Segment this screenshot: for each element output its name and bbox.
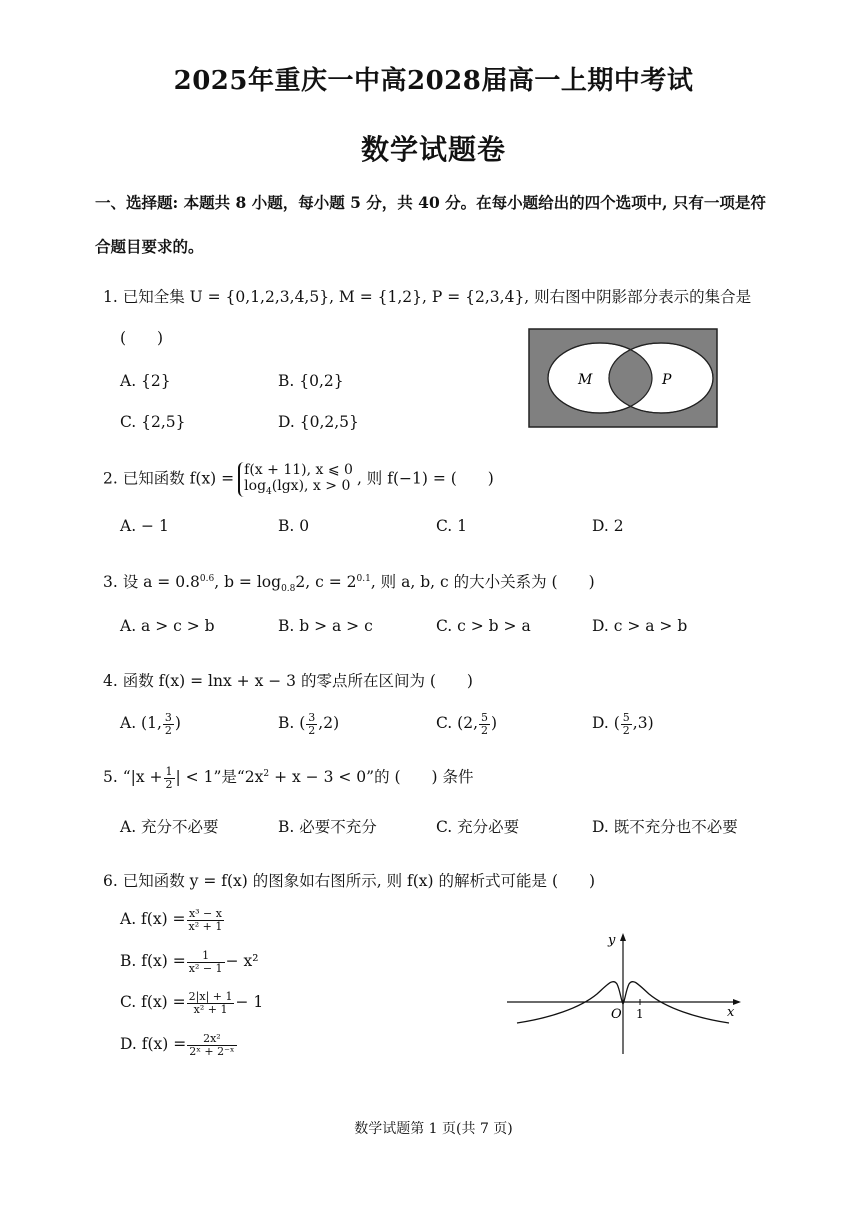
q6-option-c: C. f(x) = $\frac{2|x| + 1}{\text{x² + 1}}$ − 1 <box>120 990 264 1016</box>
q5-option-d: D. 既不充分也不必要 <box>592 818 738 836</box>
venn-label-p: P <box>662 372 672 388</box>
q4-option-b: B. ( $\frac{3}{2}$ ,2) <box>278 711 340 737</box>
q2-option-c: C. 1 <box>436 517 468 535</box>
q1-option-c: C. {2,5} <box>120 413 186 431</box>
exam-subtitle: 数学试题卷 <box>360 133 506 166</box>
q2-option-a: A. − 1 <box>120 517 169 535</box>
q3-option-b: B. b > a > c <box>278 617 373 635</box>
q2-option-b: B. 0 <box>278 517 310 535</box>
q6-option-a: A. f(x) = $\frac{\text{x³ − x}}{\text{x² + 1}}$ <box>120 907 223 933</box>
q5-stem: 5. “|x + $\frac{1}{2}$ | < 1”是“$2x^2 + x - 3 < 0$”的 ( ) 条件 <box>103 764 474 791</box>
q1-option-b: B. {0,2} <box>278 372 344 390</box>
q1-answer-paren: ( ) <box>120 329 164 347</box>
q6-option-b: B. f(x) = $\frac{1}{\text{x² − 1}}$ − x² <box>120 949 259 975</box>
q4-stem: 4. 函数 f(x) = lnx + x − 3 的零点所在区间为 ( ) <box>103 672 473 690</box>
venn-label-m: M <box>578 372 593 388</box>
q2-stem: 2. 已知函数 f(x) = f(x + 11), x ⩽ 0 $\log_4(\lg x)$, x > 0 , 则 f(−1) = ( ) <box>103 462 494 497</box>
q3-option-a: A. a > c > b <box>120 617 215 635</box>
q5-option-b: B. 必要不充分 <box>278 818 377 836</box>
q5-option-a: A. 充分不必要 <box>120 818 219 836</box>
page-footer: 数学试题第 1 页(共 7 页) <box>354 1121 513 1137</box>
q3-option-c: C. c > b > a <box>436 617 531 635</box>
q3-stem: 3. 设 $a = 0.8^{0.6}$, $b = \log_{0.8}2$, $c = 2^{0.1}$, 则 a, b, c 的大小关系为 ( ) <box>103 573 595 595</box>
q3-option-d: D. c > a > b <box>592 617 688 635</box>
q2-piecewise: f(x + 11), x ⩽ 0 $\log_4(\lg x)$, x > 0 <box>238 462 353 497</box>
q1-option-a: A. {2} <box>120 372 171 390</box>
exam-title: 2025年重庆一中高2028届高一上期中考试 <box>173 66 694 96</box>
q6-function-graph <box>505 930 745 1058</box>
q6-stem: 6. 已知函数 y = f(x) 的图象如右图所示, 则 f(x) 的解析式可能是 ( ) <box>103 872 596 890</box>
q4-option-c: C. (2, $\frac{5}{2}$ ) <box>436 711 498 737</box>
q2-option-d: D. 2 <box>592 517 624 535</box>
graph-y-label: y <box>608 933 616 948</box>
graph-tick-label: 1 <box>636 1007 644 1021</box>
graph-origin-label: O <box>611 1007 622 1022</box>
q6-option-d: D. f(x) = $\frac{\text{2x²}}{\text{2ˣ + 2⁻ˣ}}$ <box>120 1032 235 1058</box>
q1-option-d: D. {0,2,5} <box>278 413 359 431</box>
q1-venn-diagram <box>528 328 718 428</box>
section-instruction-line1: 一、选择题: 本题共 8 小题，每小题 5 分，共 40 分。在每小题给出的四个选项中, 只有一项是符 <box>95 193 766 212</box>
graph-x-label: x <box>727 1005 735 1020</box>
graph-y-arrow <box>620 933 626 941</box>
q4-option-d: D. ( $\frac{5}{2}$ ,3) <box>592 711 654 737</box>
q4-option-a: A. (1, $\frac{3}{2}$ ) <box>120 711 181 737</box>
section-instruction-line2: 合题目要求的。 <box>95 237 204 256</box>
q5-option-c: C. 充分必要 <box>436 818 520 836</box>
q1-stem: 1. 已知全集 U = {0,1,2,3,4,5}, M = {1,2}, P = {2,3,4}, 则右图中阴影部分表示的集合是 <box>103 288 752 306</box>
